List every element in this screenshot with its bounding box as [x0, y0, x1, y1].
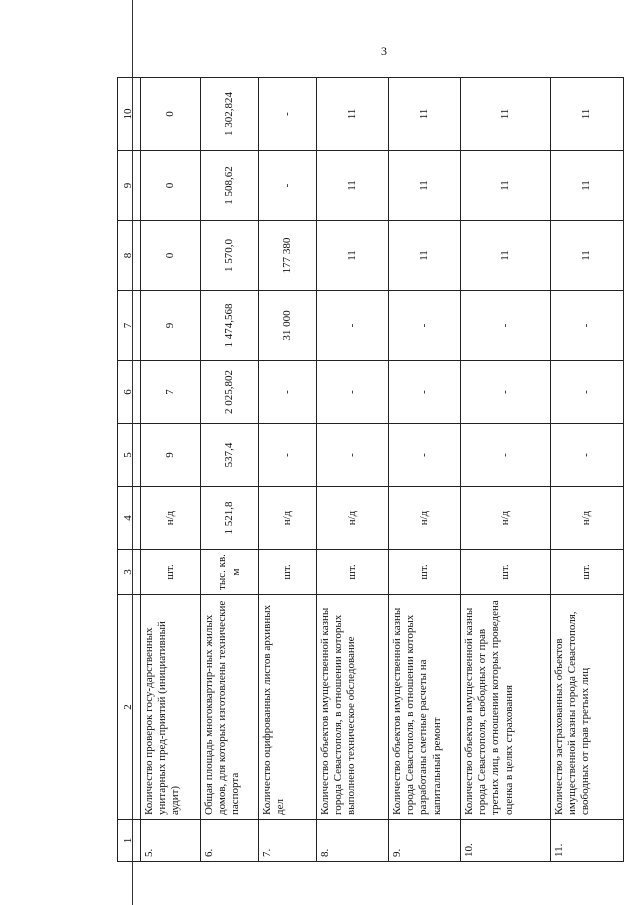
value-cell: 177 380 — [259, 221, 317, 291]
unit-cell: тыс. кв. м — [201, 550, 259, 595]
header-cell: 8 — [118, 221, 141, 291]
value-cell: н/д — [317, 487, 389, 550]
row-number: 7. — [259, 820, 317, 862]
value-cell: 1 302,824 — [201, 78, 259, 151]
value-cell: 11 — [317, 151, 389, 221]
value-cell: - — [389, 424, 461, 487]
value-cell: 31 000 — [259, 291, 317, 361]
value-cell: 11 — [317, 78, 389, 151]
value-cell: - — [461, 291, 551, 361]
value-cell: н/д — [389, 487, 461, 550]
row-number: 11. — [551, 820, 624, 862]
value-cell: 11 — [389, 78, 461, 151]
table-row — [141, 78, 201, 862]
value-cell: - — [317, 361, 389, 424]
value-cell: - — [551, 361, 624, 424]
header-cell: 4 — [118, 487, 141, 550]
value-cell: 11 — [551, 78, 624, 151]
row-number: 6. — [201, 820, 259, 862]
value-cell: 537,4 — [201, 424, 259, 487]
header-cell: 9 — [118, 151, 141, 221]
table-row — [317, 78, 389, 862]
value-cell: - — [551, 424, 624, 487]
value-cell: 1 570,0 — [201, 221, 259, 291]
value-cell: - — [461, 424, 551, 487]
value-cell: н/д — [141, 487, 201, 550]
value-cell: 7 — [141, 361, 201, 424]
table-row — [201, 78, 259, 862]
value-cell: н/д — [259, 487, 317, 550]
header-cell: 6 — [118, 361, 141, 424]
header-cell: 1 — [118, 820, 141, 862]
header-cell: 7 — [118, 291, 141, 361]
row-number: 10. — [461, 820, 551, 862]
row-number: 9. — [389, 820, 461, 862]
indicator-name: Количество объектов имущественной казны города Севастополя, свободных от прав третьих лиц, в отношении которых проведена оценка в целях страхования — [461, 595, 551, 820]
value-cell: - — [551, 291, 624, 361]
value-cell: 1 508,62 — [201, 151, 259, 221]
unit-cell: шт. — [389, 550, 461, 595]
value-cell: 9 — [141, 291, 201, 361]
value-cell: 11 — [551, 151, 624, 221]
indicators-table — [117, 77, 624, 862]
table-row — [551, 78, 624, 862]
value-cell: 2 025,802 — [201, 361, 259, 424]
unit-cell: шт. — [141, 550, 201, 595]
rotated-table-container — [117, 78, 618, 862]
value-cell: 11 — [551, 221, 624, 291]
value-cell: - — [461, 361, 551, 424]
table-header-row — [118, 78, 141, 862]
indicator-name: Количество проверок госу-дарственных унитарных пред-приятий (инициативный аудит) — [141, 595, 201, 820]
value-cell: 11 — [317, 221, 389, 291]
unit-cell: шт. — [461, 550, 551, 595]
value-cell: 9 — [141, 424, 201, 487]
value-cell: 0 — [141, 78, 201, 151]
row-number: 8. — [317, 820, 389, 862]
header-cell: 10 — [118, 78, 141, 151]
unit-cell: шт. — [259, 550, 317, 595]
value-cell: н/д — [551, 487, 624, 550]
page-number: 3 — [381, 44, 387, 58]
value-cell: - — [317, 424, 389, 487]
header-cell: 2 — [118, 595, 141, 820]
table-row — [259, 78, 317, 862]
unit-cell: шт. — [551, 550, 624, 595]
table-row — [389, 78, 461, 862]
value-cell: 11 — [389, 151, 461, 221]
value-cell: 11 — [461, 151, 551, 221]
value-cell: - — [317, 291, 389, 361]
value-cell: 0 — [141, 151, 201, 221]
unit-cell: шт. — [317, 550, 389, 595]
table-row — [461, 78, 551, 862]
value-cell: - — [259, 151, 317, 221]
value-cell: - — [259, 361, 317, 424]
value-cell: 0 — [141, 221, 201, 291]
indicator-name: Количество объектов имущественной казны города Севастополя, в отношении которых выполнено техническое обследование — [317, 595, 389, 820]
indicator-name: Общая площадь многоквартир-ных жилых домов, для которых изготовлены технические паспорта — [201, 595, 259, 820]
value-cell: - — [259, 78, 317, 151]
indicator-name: Количество оцифрованных листов архивных дел — [259, 595, 317, 820]
value-cell: 11 — [389, 221, 461, 291]
row-number: 5. — [141, 820, 201, 862]
value-cell: - — [389, 291, 461, 361]
value-cell: - — [389, 361, 461, 424]
value-cell: 1 474,568 — [201, 291, 259, 361]
value-cell: 1 521,8 — [201, 487, 259, 550]
indicator-name: Количество объектов имущественной казны города Севастополя, в отношении которых разработаны сметные расчеты на капитальный ремонт — [389, 595, 461, 820]
value-cell: 11 — [461, 78, 551, 151]
header-cell: 5 — [118, 424, 141, 487]
indicator-name: Количество застрахованных объектов имущественной казны города Севастополя, свободных от прав третьих лиц — [551, 595, 624, 820]
header-cell: 3 — [118, 550, 141, 595]
value-cell: 11 — [461, 221, 551, 291]
value-cell: - — [259, 424, 317, 487]
value-cell: н/д — [461, 487, 551, 550]
